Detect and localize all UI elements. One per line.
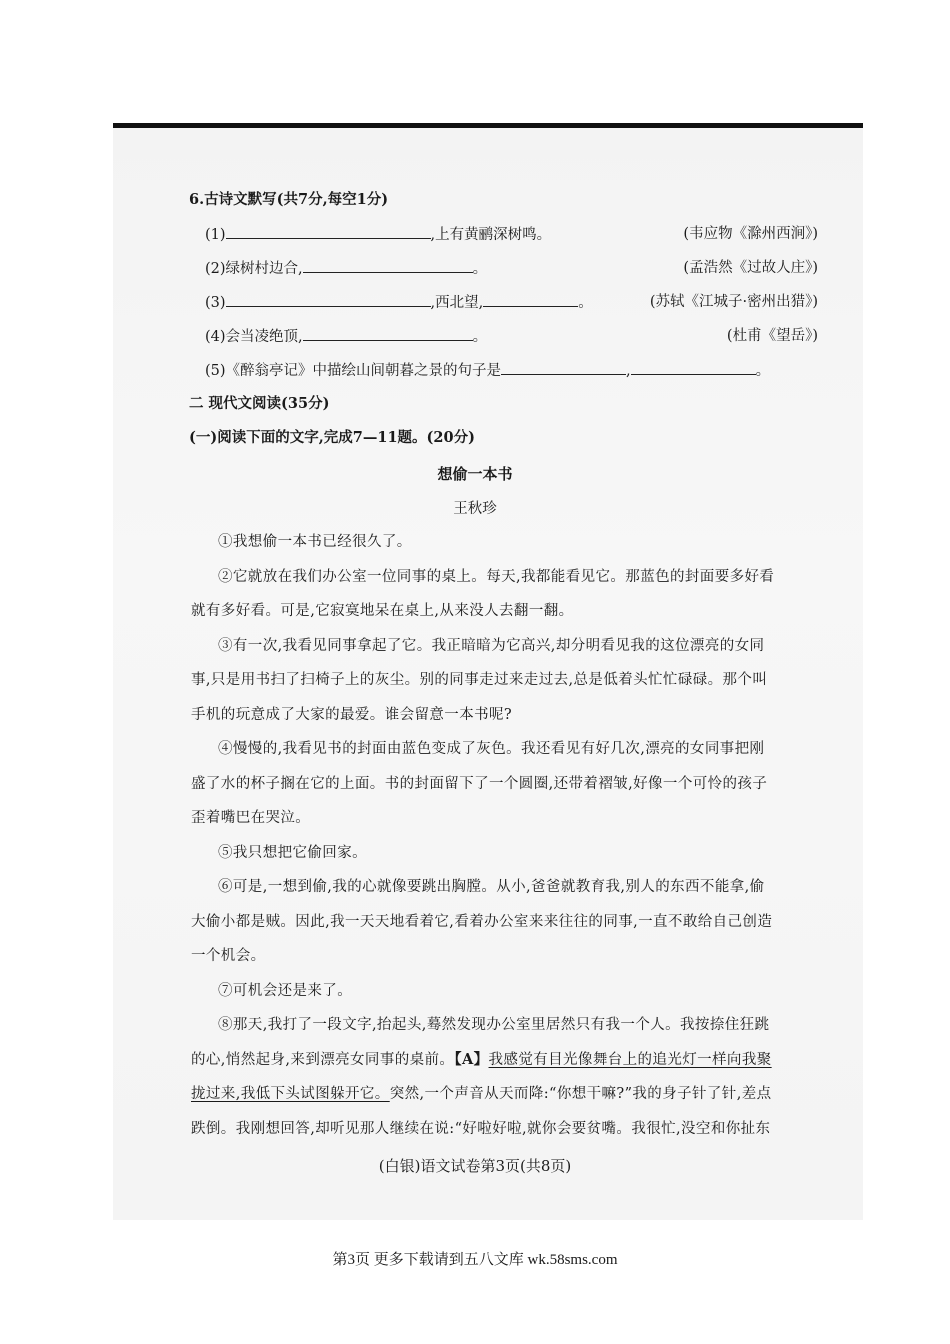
para-line: 盛了水的杯子搁在它的上面。书的封面留下了一个圆圈,还带着褶皱,好像一个可怜的孩子 xyxy=(191,776,768,792)
section-title: 二 现代文阅读(35分) xyxy=(189,395,330,412)
para-line: ⑥可是,一想到偷,我的心就像要跳出胸膛。从小,爸爸就教育我,别人的东西不能拿,偷 xyxy=(218,879,765,895)
q6-item-2: (2)绿树村边合, 。 xyxy=(205,258,487,279)
para-line: ②它就放在我们办公室一位同事的桌上。每天,我都能看见它。那蓝色的封面要多好看 xyxy=(218,569,775,585)
para-line: 就有多好看。可是,它寂寞地呆在桌上,从来没人去翻一翻。 xyxy=(191,603,574,619)
para-line: ①我想偷一本书已经很久了。 xyxy=(218,534,412,550)
answer-blank[interactable] xyxy=(226,224,431,239)
para-line: 跌倒。我刚想回答,却听见那人继续在说:“好啦好啦,就你会要贫嘴。我很忙,没空和你扯东 xyxy=(191,1121,771,1137)
para-line: ③有一次,我看见同事拿起了它。我正暗暗为它高兴,却分明看见我的这位漂亮的女同 xyxy=(218,638,765,654)
marker-a: 【A】 xyxy=(454,1051,489,1068)
answer-blank[interactable] xyxy=(226,292,431,307)
answer-blank[interactable] xyxy=(303,326,473,341)
answer-blank[interactable] xyxy=(501,360,626,375)
answer-blank[interactable] xyxy=(303,258,473,273)
para-line: 的心,悄然起身,来到漂亮女同事的桌前。【A】我感觉有目光像舞台上的追光灯一样向我聚 xyxy=(191,1051,772,1068)
para-line: ⑤我只想把它偷回家。 xyxy=(218,845,367,861)
underlined-sentence: 我感觉有目光像舞台上的追光灯一样向我聚 xyxy=(488,1052,772,1068)
para-line: 一个机会。 xyxy=(191,948,266,964)
answer-blank[interactable] xyxy=(631,360,756,375)
q6-item-3: (3) ,西北望, 。 xyxy=(205,292,593,313)
page-label: (白银)语文试卷第3页(共8页) xyxy=(378,1157,572,1175)
article-title: 想偷一本书 xyxy=(437,465,513,483)
para-line: 大偷小都是贼。因此,我一天天地看着它,看着办公室来来往往的同事,一直不敢给自己创造 xyxy=(191,914,773,930)
para-line: 拢过来,我低下头试图躲开它。突然,一个声音从天而降:“你想干嘛?”我的身子针了针,差点 xyxy=(191,1086,772,1102)
article-author: 王秋珍 xyxy=(453,501,497,517)
answer-blank[interactable] xyxy=(483,292,578,307)
q6-source-4: (杜甫《望岳》) xyxy=(726,328,818,344)
para-line: ④慢慢的,我看见书的封面由蓝色变成了灰色。我还看见有好几次,漂亮的女同事把刚 xyxy=(218,741,765,757)
part-instruction: (一)阅读下面的文字,完成7—11题。(20分) xyxy=(189,429,475,446)
q6-source-2: (孟浩然《过故人庄》) xyxy=(683,260,818,276)
q6-source-3: (苏轼《江城子·密州出猎》) xyxy=(649,294,818,310)
para-line: 手机的玩意成了大家的最爱。谁会留意一本书呢? xyxy=(191,707,513,723)
q6-item-5: (5)《醉翁亭记》中描绘山间朝暮之景的句子是 , 。 xyxy=(205,360,770,381)
para-line: ⑧那天,我打了一段文字,抬起头,蓦然发现办公室里居然只有我一个人。我按捺住狂跳 xyxy=(218,1017,770,1033)
footer-text: 第3页 更多下载请到五八文库 wk.58sms.com xyxy=(332,1252,618,1268)
q6-source-1: (韦应物《滁州西涧》) xyxy=(683,226,818,242)
q6-item-4: (4)会当凌绝顶, 。 xyxy=(205,326,487,347)
para-line: 歪着嘴巴在哭泣。 xyxy=(191,810,311,826)
para-line: ⑦可机会还是来了。 xyxy=(218,983,353,999)
q6-item-1: (1) ,上有黄鹂深树鸣。 xyxy=(205,224,551,245)
q6-title: 6.古诗文默写(共7分,每空1分) xyxy=(189,191,389,208)
underlined-sentence: 拢过来,我低下头试图躲开它。 xyxy=(191,1086,390,1102)
para-line: 事,只是用书扫了扫椅子上的灰尘。别的同事走过来走过去,总是低着头忙忙碌碌。那个叫 xyxy=(191,672,768,688)
